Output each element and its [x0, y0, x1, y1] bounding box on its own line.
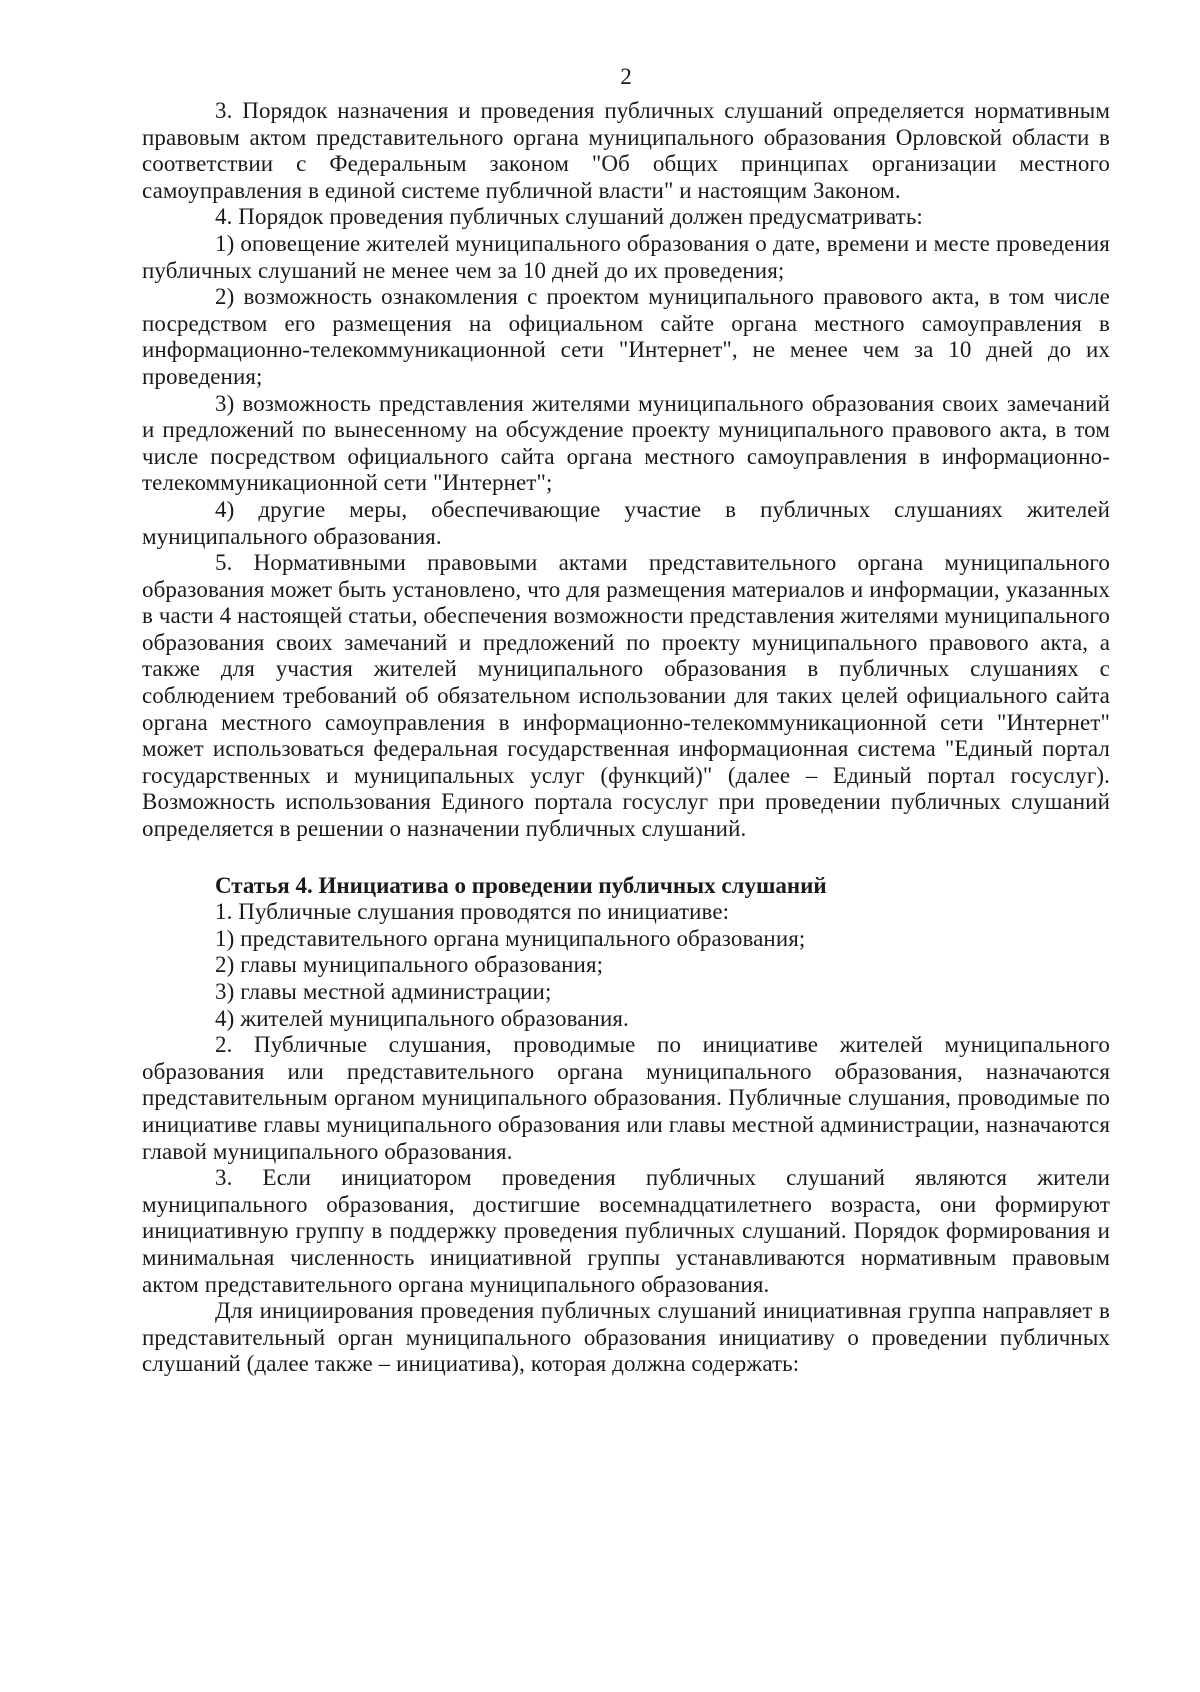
paragraph-4-item-3: 3) возможность представления жителями муниципального образования своих замечаний и предложений по вынесенному на обсуждение проекту муниципального правового акта, в том числе посредством официального сайта органа местного самоуправления в информационно-телекоммуникационной сети "Интернет"; [142, 390, 1110, 496]
page-number: 2 [620, 64, 632, 89]
article4-paragraph-3: 3. Если инициатором проведения публичных слушаний являются жители муниципального образования, достигшие восемнадцатилетнего возраста, они формируют инициативную группу в поддержку проведения публичных слушаний. Порядок формирования и минимальная численность инициативной группы устанавливаются нормативным правовым актом представительного органа муниципального образования. [142, 1165, 1110, 1297]
article4-item-3: 3) главы местной администрации; [215, 979, 552, 1004]
section-continuation [142, 98, 1110, 843]
article4-paragraph-3-continued: Для инициирования проведения публичных слушаний инициативная группа направляет в представительный орган муниципального образования инициативу о проведении публичных слушаний (далее также – инициатива), которая должна содержать: [142, 1298, 1110, 1377]
article-title: Статья 4. Инициатива о проведении публичных слушаний [215, 872, 827, 898]
article4-paragraph-2: 2. Публичные слушания, проводимые по инициативе жителей муниципального образования или представительного органа муниципального образования, назначаются представительным органом муниципального образования. Публичные слушания, проводимые по инициативе главы муниципального образования или главы местной администрации, назначаются главой муниципального образования. [142, 1032, 1110, 1164]
paragraph-3: 3. Порядок назначения и проведения публичных слушаний определяется нормативным правовым актом представительного органа муниципального образования Орловской области в соответствии с Федеральным законом "Об общих принципах организации местного самоуправления в единой системе публичной власти" и настоящим Законом. [142, 98, 1110, 203]
paragraph-4-item-2: 2) возможность ознакомления с проектом муниципального правового акта, в том числе посредством его размещения на официальном сайте органа местного самоуправления в информационно-телекоммуникационной сети "Интернет", не менее чем за 10 дней до их проведения; [142, 284, 1110, 389]
paragraph-4: 4. Порядок проведения публичных слушаний должен предусматривать: [215, 204, 923, 230]
article4-paragraph-1: 1. Публичные слушания проводятся по инициативе: [215, 899, 730, 925]
article4-item-2: 2) главы муниципального образования; [215, 952, 604, 978]
paragraph-4-item-1: 1) оповещение жителей муниципального образования о дате, времени и месте проведения публичных слушаний не менее чем за 10 дней до их проведения; [142, 230, 1110, 283]
article4-item-4: 4) жителей муниципального образования. [215, 1005, 629, 1031]
article4-item-1: 1) представительного органа муниципального образования; [215, 925, 806, 951]
article-4 [142, 873, 1110, 1378]
paragraph-4-item-4: 4) другие меры, обеспечивающие участие в публичных слушаниях жителей муниципального образования. [142, 496, 1110, 549]
paragraph-5: 5. Нормативными правовыми актами представительного органа муниципального образования может быть установлено, что для размещения материалов и информации, указанных в части 4 настоящей статьи, обеспечения возможности представления жителями муниципального образования своих замечаний и предложений по проекту муниципального правового акта, а также для участия жителей муниципального образования в публичных слушаниях с соблюдением требований об обязательном использовании для таких целей официального сайта органа местного самоуправления в информационно-телекоммуникационной сети "Интернет" может использоваться федеральная государственная информационная система "Единый портал государственных и муниципальных услуг (функций)" (далее – Единый портал госуслуг). Возможность использования Единого портала госуслуг при проведении публичных слушаний определяется в решении о назначении публичных слушаний. [142, 550, 1110, 842]
